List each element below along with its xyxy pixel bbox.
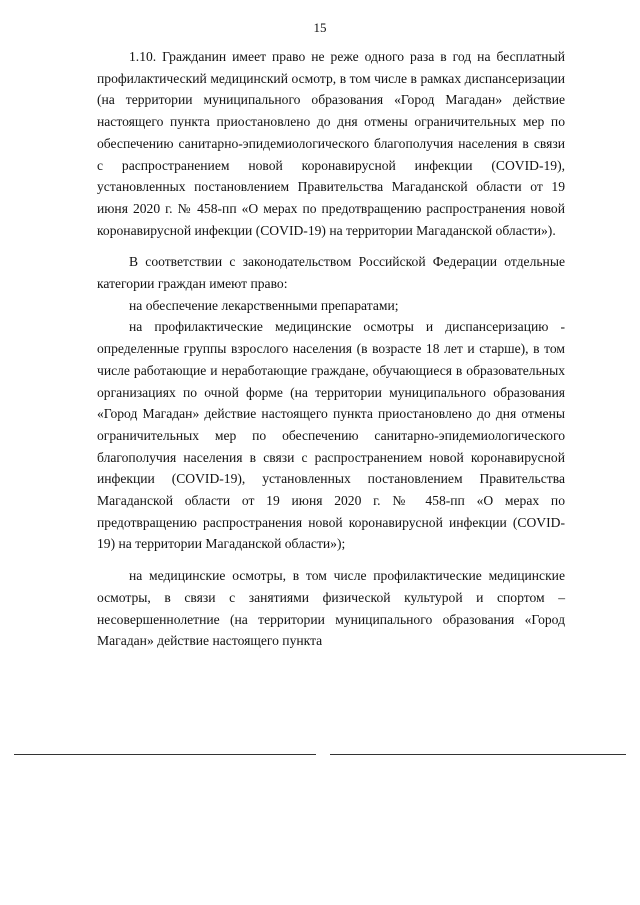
paragraph-dispensarization: на профилактические медицинские осмотры и диспансеризацию - определенные группы взрослого населения (в возрасте 18 лет и старше), в том числе работающие и неработающие граждане, обучающиеся в образовательных организациях по очной форме (на территории муниципального образования «Город Магадан» действие настоящего пункта приостановлено до дня отмены ограничительных мер по обеспечению санитарно-эпидемиологического благополучия населения в связи с распространением новой коронавирусной инфекции (COVID-19), установленных постановлением Правительства Магаданской области от 19 июня 2020 г. № 458-пп «О мерах по предотвращению распространения новой коронавирусной инфекции (COVID-19) на территории Магаданской области»); (97, 319, 565, 552)
paragraph-categories-intro: В соответствии с законодательством Российской Федерации отдельные категории граждан имеют право: (97, 254, 565, 292)
bottom-divider-right (330, 754, 626, 755)
paragraph-medicines: на обеспечение лекарственными препаратами; (129, 297, 399, 313)
paragraph-1-10: 1.10. Гражданин имеет право не реже одного раза в год на бесплатный профилактический медицинский осмотр, в том числе в рамках диспансеризации (на территории муниципального образования «Город Магадан» действие настоящего пункта приостановлено до дня отмены ограничительных мер по обеспечению санитарно-эпидемиологического благополучия населения в связи с распространением новой коронавирусной инфекции (COVID-19), установленных постановлением Правительства Магаданской области от 19 июня 2020 г. № 458-пп «О мерах по предотвращению распространения новой коронавирусной инфекции (COVID-19) на территории Магаданской области»). (97, 49, 565, 238)
page-number: 15 (313, 20, 327, 35)
paragraph-minors-exams: на медицинские осмотры, в том числе профилактические медицинские осмотры, в связи с занятиями физической культурой и спортом – несовершеннолетние (на территории муниципального образования «Город Магадан» действие настоящего пункта (97, 568, 565, 649)
bottom-divider-left (14, 754, 316, 755)
document-body (97, 46, 565, 652)
